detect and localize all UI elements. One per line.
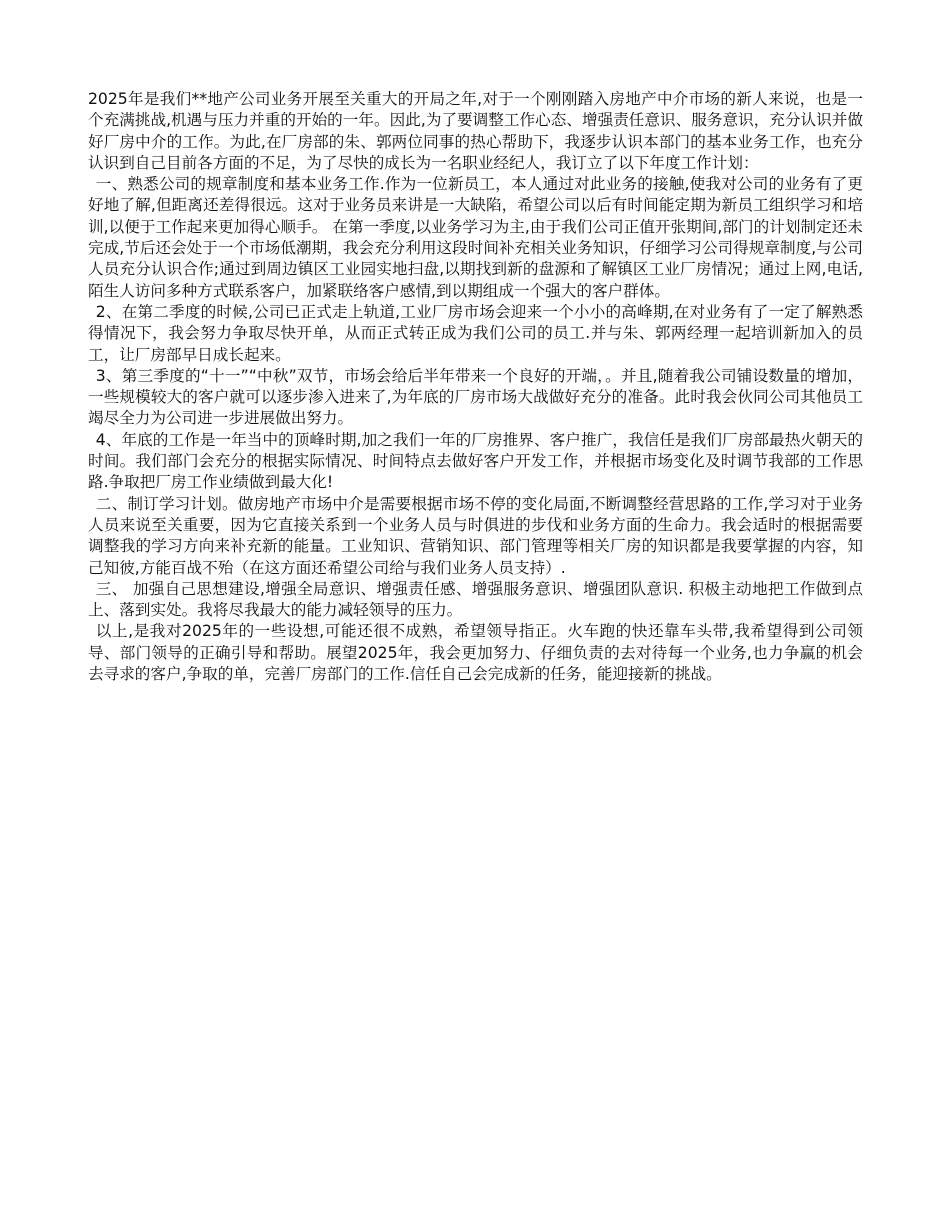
section-1-q3-paragraph: 3、第三季度的“十一”“中秋”双节，市场会给后半年带来一个良好的开端，。并且,随着我公司铺设数量的增加，一些规模较大的客户就可以逐步渗入进来了,为年底的厂房市场大战做好充分的准备。此时我会伙同公司其他员工竭尽全力为公司进一步进展做出努力。 bbox=[88, 366, 863, 428]
section-1-paragraph: 一、熟悉公司的规章制度和基本业务工作.作为一位新员工，本人通过对此业务的接触,使我对公司的业务有了更好地了解,但距离还差得很远。这对于业务员来讲是一大缺陷，希望公司以后有时间能定期为新员工组织学习和培训,以便于工作起来更加得心顺手。 在第一季度,以业务学习为主,由于我们公司正值开张期间,部门的计划制定还未完成,节后还会处于一个市场低潮期，我会充分利用这段时间补充相关业务知识，仔细学习公司得规章制度,与公司人员充分认识合作;通过到周边镇区工业园实地扫盘,以期找到新的盘源和了解镇区工业厂房情况；通过上网,电话,陌生人访问多种方式联系客户，加紧联络客户感情,到以期组成一个强大的客户群体。 bbox=[88, 175, 863, 300]
section-3-paragraph: 三、 加强自己思想建设,增强全局意识、增强责任感、增强服务意识、增强团队意识. 积极主动地把工作做到点上、落到实处。我将尽我最大的能力减轻领导的压力。 bbox=[88, 579, 863, 620]
section-1-q2-paragraph: 2、在第二季度的时候,公司已正式走上轨道,工业厂房市场会迎来一个小小的高峰期,在对业务有了一定了解熟悉得情况下，我会努力争取尽快开单，从而正式转正成为我们公司的员工.并与朱、郭两经理一起培训新加入的员工，让厂房部早日成长起来。 bbox=[88, 302, 863, 364]
section-1-q4-paragraph: 4、年底的工作是一年当中的顶峰时期,加之我们一年的厂房推界、客户推广，我信任是我们厂房部最热火朝天的时间。我们部门会充分的根据实际情况、时间特点去做好客户开发工作，并根据市场变化及时调节我部的工作思路.争取把厂房工作业绩做到最大化! bbox=[88, 430, 863, 492]
section-2-paragraph: 二、制订学习计划。做房地产市场中介是需要根据市场不停的变化局面,不断调整经营思路的工作,学习对于业务人员来说至关重要，因为它直接关系到一个业务人员与时俱进的步伐和业务方面的生命力。我会适时的根据需要调整我的学习方向来补充新的能量。工业知识、营销知识、部门管理等相关厂房的知识都是我要掌握的内容，知己知彼,方能百战不殆（在这方面还希望公司给与我们业务人员支持）. bbox=[88, 494, 863, 577]
document-body bbox=[88, 89, 863, 685]
closing-paragraph: 以上,是我对2025年的一些设想,可能还很不成熟，希望领导指正。火车跑的快还靠车头带,我希望得到公司领导、部门领导的正确引导和帮助。展望2025年，我会更加努力、仔细负责的去对待每一个业务,也力争赢的机会去寻求的客户,争取的单，完善厂房部门的工作.信任自己会完成新的任务，能迎接新的挑战。 bbox=[88, 622, 863, 684]
intro-paragraph: 2025年是我们**地产公司业务开展至关重大的开局之年,对于一个刚刚踏入房地产中介市场的新人来说，也是一个充满挑战,机遇与压力并重的开始的一年。因此,为了要调整工作心态、增强责任意识、服务意识，充分认识并做好厂房中介的工作。为此,在厂房部的朱、郭两位同事的热心帮助下，我逐步认识本部门的基本业务工作，也充分认识到自己目前各方面的不足，为了尽快的成长为一名职业经纪人，我订立了以下年度工作计划： bbox=[88, 90, 863, 172]
